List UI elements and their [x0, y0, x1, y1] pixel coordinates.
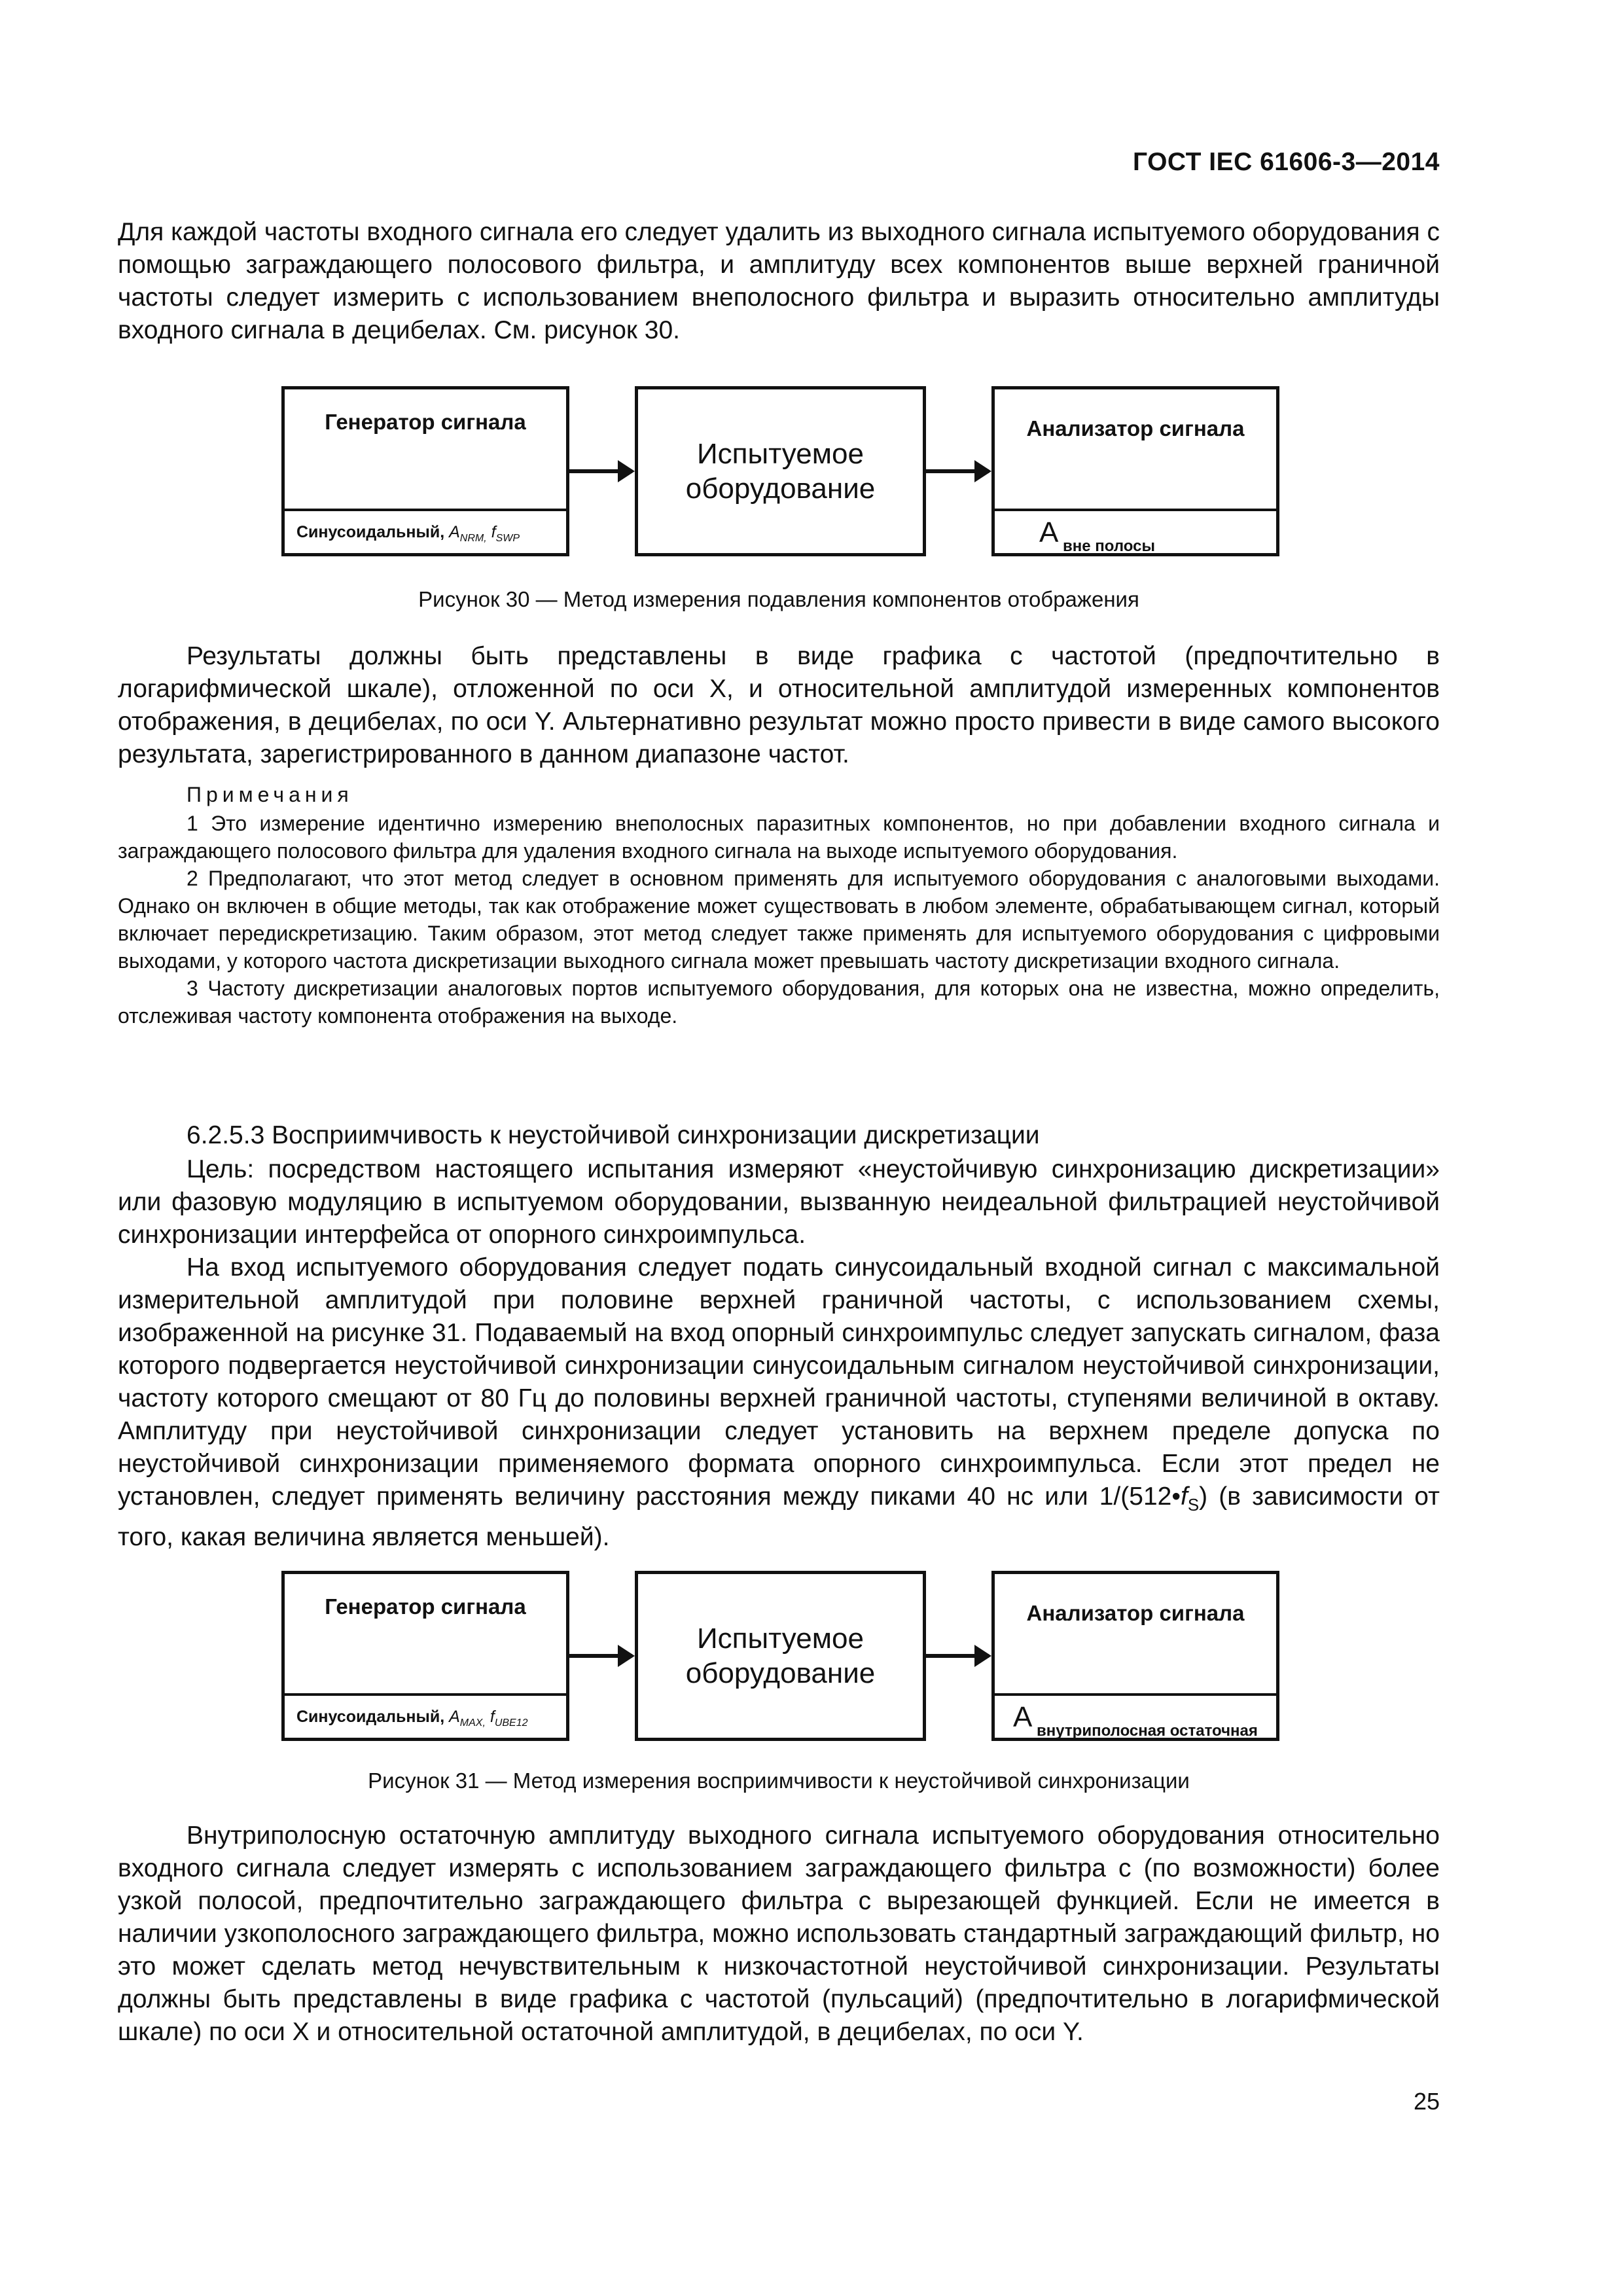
note-1: 1 Это измерение идентично измерению внеполосных паразитных компонентов, но при добавлении входного сигнала и заграждающего полосового фильтра для удаления входного сигнала на выходе испытуемого оборудования.: [118, 812, 1440, 863]
procedure-fs: f: [1180, 1482, 1188, 1511]
signal-analyzer-box: [991, 1571, 1279, 1741]
generator-param-f: f: [485, 1708, 495, 1726]
page-number: 25: [1413, 2088, 1440, 2115]
signal-generator-label: Генератор сигнала: [325, 1594, 526, 1619]
figure-30-caption: Рисунок 30 — Метод измерения подавления компонентов отображения: [418, 587, 1139, 611]
paragraph-procedure: [118, 1251, 1440, 1554]
figure-31-caption: Рисунок 31 — Метод измерения восприимчивости к неустойчивой синхронизации: [368, 1768, 1190, 1793]
signal-generator-label: Генератор сигнала: [325, 410, 526, 434]
notes-block: [118, 781, 1440, 1030]
paragraph-results: Результаты должны быть представлены в виде графика с частотой (предпочтительно в логарифмической шкале), отложенной по оси X, и относительной амплитудой измеренных компонентов отображения, в децибелах, по оси Y. Альтернативно результат можно просто привести в виде самого высокого результата, зарегистрированного в данном диапазоне частот.: [118, 642, 1440, 768]
analyzer-output-a: A: [1013, 1701, 1033, 1733]
generator-param-a-index: MAX,: [459, 1717, 486, 1729]
signal-analyzer-box: [991, 386, 1279, 556]
generator-param-f-index: UBE12: [494, 1717, 528, 1729]
equipment-under-test-box: [635, 386, 926, 556]
signal-generator-box: [281, 386, 569, 556]
generator-param-f: f: [486, 523, 496, 541]
note-2: 2 Предполагают, что этот метод следует в основном применять для испытуемого оборудования с аналоговыми выходами. Однако он включен в общие методы, так как отображение может существовать в любом элементе, обрабатывающем сигнал, который включает передискретизацию. Таким образом, этот метод следует также применять для испытуемого оборудования с цифровыми выходами, у которого частота дискретизации выходного сигнала может превышать частоту дискретизации входного сигнала.: [118, 867, 1440, 973]
generator-param-f-index: SWP: [495, 533, 520, 544]
notes-title: Примечания: [187, 783, 353, 806]
analyzer-output-index: вне полосы: [1058, 537, 1155, 555]
signal-analyzer-label: Анализатор сигнала: [1026, 1601, 1245, 1625]
figure-31-diagram: [281, 1571, 1279, 1741]
generator-param-a: A: [449, 523, 460, 541]
standard-code-header: ГОСТ IEC 61606-3—2014: [1132, 148, 1440, 176]
generator-param-text: Синусоидальный,: [296, 1708, 445, 1726]
arrow-right-icon: [926, 1654, 989, 1658]
arrow-right-icon: [926, 469, 989, 473]
arrow-right-icon: [569, 1654, 632, 1658]
generator-param-a-index: NRM,: [459, 533, 487, 544]
signal-analyzer-output: [995, 509, 1276, 556]
paragraph-goal: Цель: посредством настоящего испытания измеряют «неустойчивую синхронизацию дискретизации» или фазовую модуляцию в испытуемом оборудовании, вызванную неидеальной фильтрацией неустойчивой синхронизации интерфейса от опорного синхроимпульса.: [118, 1155, 1440, 1249]
arrow-right-icon: [569, 469, 632, 473]
signal-generator-parameters: [285, 509, 566, 556]
procedure-text: На вход испытуемого оборудования следует подать синусоидальный входной сигнал с максимальной измерительной амплитудой при половине верхней граничной частоты, с использованием схемы, изображенной на рисунке 31. Подаваемый на вход опорный синхроимпульс следует запускать сигналом, фаза которого подвергается неустойчивой синхронизации синусоидальным сигналом неустойчивой синхронизации, частоту которого смещают от 80 Гц до половины верхней граничной частоты, ступенями величиной в октаву. Амплитуду при неустойчивой синхронизации следует установить на верхнем пределе допуска по неустойчивой синхронизации применяемого формата опорного синхроимпульса. Если этот предел не установлен, следует применять величину расстояния между пиками 40 нс или 1/(512•: [118, 1253, 1440, 1511]
section-heading: 6.2.5.3 Восприимчивость к неустойчивой синхронизации дискретизации: [187, 1121, 1040, 1149]
equipment-under-test-label: Испытуемое оборудование: [685, 1623, 876, 1689]
figure-30-diagram: [281, 386, 1279, 556]
signal-analyzer-output: [995, 1693, 1276, 1741]
paragraph-intro: Для каждой частоты входного сигнала его следует удалить из выходного сигнала испытуемого оборудования с помощью заграждающего полосового фильтра, и амплитуду всех компонентов выше верхней граничной частоты следует измерить с использованием внеполосного фильтра и выразить относительно амплитуды входного сигнала в децибелах. См. рисунок 30.: [118, 218, 1440, 344]
analyzer-output-a: A: [1039, 516, 1059, 548]
equipment-under-test-label: Испытуемое оборудование: [685, 438, 876, 505]
note-3: 3 Частоту дискретизации аналоговых портов испытуемого оборудования, для которых она не известна, можно определить, отслеживая частоту компонента отображения на выходе.: [118, 977, 1440, 1028]
analyzer-output-index: внутриполосная остаточная: [1032, 1722, 1258, 1740]
procedure-fs-index: S: [1187, 1494, 1200, 1515]
paragraph-residual: Внутриполосную остаточную амплитуду выходного сигнала испытуемого оборудования относительно входного сигнала следует измерять с использованием заграждающего фильтра с (по возможности) более узкой полосой, предпочтительно заграждающего фильтра с вырезающей функцией. Если не имеется в наличии узкополосного заграждающего фильтра, можно использовать стандартный заграждающий фильтр, но это может сделать метод нечувствительным к низкочастотной неустойчивой синхронизации. Результаты должны быть представлены в виде графика с частотой (пульсаций) (предпочтительно в логарифмической шкале) по оси X и относительной остаточной амплитудой, в децибелах, по оси Y.: [118, 1821, 1440, 2046]
equipment-under-test-box: [635, 1571, 926, 1741]
signal-generator-box: [281, 1571, 569, 1741]
signal-generator-parameters: [285, 1693, 566, 1741]
procedure-tail: ) (в зависимости от того, какая величина является меньшей).: [118, 1482, 1440, 1551]
generator-param-a: A: [449, 1708, 460, 1726]
signal-analyzer-label: Анализатор сигнала: [1026, 416, 1245, 440]
generator-param-text: Синусоидальный,: [296, 523, 445, 541]
